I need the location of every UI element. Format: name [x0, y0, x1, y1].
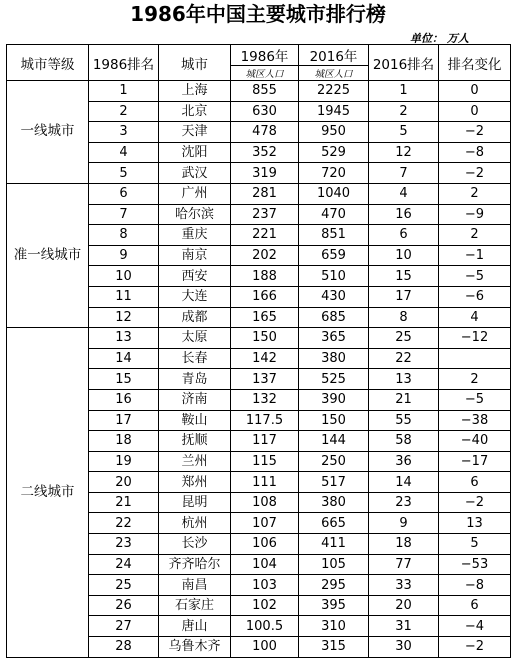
city-cell: 长春 [159, 348, 231, 369]
city-cell: 青岛 [159, 369, 231, 390]
rank-change-cell: 5 [439, 534, 511, 555]
header-pop-1986: 1986年 [231, 45, 299, 66]
rank-1986-cell: 20 [89, 472, 159, 493]
rank-2016-cell: 5 [369, 122, 439, 143]
tier-label: 一线城市 [7, 81, 89, 184]
city-cell: 昆明 [159, 492, 231, 513]
rank-1986-cell: 14 [89, 348, 159, 369]
rank-2016-cell: 33 [369, 575, 439, 596]
pop-2016-cell: 315 [299, 637, 369, 658]
pop-2016-cell: 659 [299, 245, 369, 266]
rank-2016-cell: 14 [369, 472, 439, 493]
header-sub-2016: 城区人口 [299, 66, 369, 81]
header-rank-change: 排名变化 [439, 45, 511, 81]
pop-1986-cell: 630 [231, 101, 299, 122]
rank-change-cell: −2 [439, 637, 511, 658]
rank-2016-cell: 15 [369, 266, 439, 287]
pop-2016-cell: 390 [299, 389, 369, 410]
pop-2016-cell: 380 [299, 348, 369, 369]
pop-1986-cell: 107 [231, 513, 299, 534]
city-cell: 北京 [159, 101, 231, 122]
pop-2016-cell: 150 [299, 410, 369, 431]
city-cell: 上海 [159, 81, 231, 102]
rank-1986-cell: 9 [89, 245, 159, 266]
city-cell: 成都 [159, 307, 231, 328]
rank-1986-cell: 3 [89, 122, 159, 143]
rank-change-cell: −4 [439, 616, 511, 637]
rank-2016-cell: 9 [369, 513, 439, 534]
rank-2016-cell: 2 [369, 101, 439, 122]
rank-change-cell: 0 [439, 81, 511, 102]
table-row [7, 328, 511, 349]
rank-change-cell: 2 [439, 369, 511, 390]
pop-1986-cell: 165 [231, 307, 299, 328]
pop-2016-cell: 1945 [299, 101, 369, 122]
city-cell: 南昌 [159, 575, 231, 596]
rank-1986-cell: 21 [89, 492, 159, 513]
rank-1986-cell: 13 [89, 328, 159, 349]
rank-1986-cell: 15 [89, 369, 159, 390]
city-cell: 抚顺 [159, 431, 231, 452]
pop-1986-cell: 478 [231, 122, 299, 143]
header-sub-1986: 城区人口 [231, 66, 299, 81]
rank-2016-cell: 12 [369, 142, 439, 163]
rank-change-cell: −1 [439, 245, 511, 266]
rank-1986-cell: 22 [89, 513, 159, 534]
pop-1986-cell: 103 [231, 575, 299, 596]
rank-2016-cell: 36 [369, 451, 439, 472]
city-cell: 石家庄 [159, 595, 231, 616]
pop-2016-cell: 665 [299, 513, 369, 534]
header-rank-2016: 2016排名 [369, 45, 439, 81]
rank-change-cell: −5 [439, 266, 511, 287]
rank-2016-cell: 4 [369, 183, 439, 204]
rank-1986-cell: 8 [89, 225, 159, 246]
city-ranking-table [6, 44, 511, 658]
table-body [7, 81, 511, 658]
pop-1986-cell: 150 [231, 328, 299, 349]
rank-2016-cell: 58 [369, 431, 439, 452]
rank-1986-cell: 26 [89, 595, 159, 616]
pop-2016-cell: 430 [299, 286, 369, 307]
pop-2016-cell: 685 [299, 307, 369, 328]
rank-2016-cell: 21 [369, 389, 439, 410]
pop-2016-cell: 720 [299, 163, 369, 184]
rank-change-cell: −9 [439, 204, 511, 225]
pop-2016-cell: 250 [299, 451, 369, 472]
city-cell: 鞍山 [159, 410, 231, 431]
rank-2016-cell: 18 [369, 534, 439, 555]
header-tier: 城市等级 [7, 45, 89, 81]
header-pop-2016: 2016年 [299, 45, 369, 66]
pop-2016-cell: 950 [299, 122, 369, 143]
city-cell: 哈尔滨 [159, 204, 231, 225]
pop-1986-cell: 221 [231, 225, 299, 246]
city-cell: 齐齐哈尔 [159, 554, 231, 575]
rank-change-cell: 4 [439, 307, 511, 328]
pop-1986-cell: 117 [231, 431, 299, 452]
rank-2016-cell: 20 [369, 595, 439, 616]
rank-change-cell: 2 [439, 183, 511, 204]
rank-2016-cell: 77 [369, 554, 439, 575]
city-cell: 西安 [159, 266, 231, 287]
rank-1986-cell: 18 [89, 431, 159, 452]
rank-change-cell: −8 [439, 142, 511, 163]
rank-change-cell: −8 [439, 575, 511, 596]
rank-2016-cell: 31 [369, 616, 439, 637]
rank-change-cell: −6 [439, 286, 511, 307]
pop-1986-cell: 117.5 [231, 410, 299, 431]
rank-1986-cell: 28 [89, 637, 159, 658]
rank-change-cell: 0 [439, 101, 511, 122]
rank-2016-cell: 10 [369, 245, 439, 266]
city-cell: 武汉 [159, 163, 231, 184]
rank-2016-cell: 25 [369, 328, 439, 349]
pop-2016-cell: 1040 [299, 183, 369, 204]
pop-2016-cell: 517 [299, 472, 369, 493]
pop-1986-cell: 115 [231, 451, 299, 472]
tier-label: 二线城市 [7, 328, 89, 658]
pop-2016-cell: 510 [299, 266, 369, 287]
rank-1986-cell: 12 [89, 307, 159, 328]
city-cell: 济南 [159, 389, 231, 410]
pop-2016-cell: 525 [299, 369, 369, 390]
rank-1986-cell: 6 [89, 183, 159, 204]
rank-1986-cell: 17 [89, 410, 159, 431]
pop-1986-cell: 352 [231, 142, 299, 163]
pop-1986-cell: 132 [231, 389, 299, 410]
pop-2016-cell: 380 [299, 492, 369, 513]
rank-1986-cell: 4 [89, 142, 159, 163]
rank-2016-cell: 8 [369, 307, 439, 328]
rank-1986-cell: 11 [89, 286, 159, 307]
city-cell: 兰州 [159, 451, 231, 472]
rank-1986-cell: 19 [89, 451, 159, 472]
pop-1986-cell: 106 [231, 534, 299, 555]
pop-2016-cell: 310 [299, 616, 369, 637]
rank-2016-cell: 23 [369, 492, 439, 513]
city-cell: 沈阳 [159, 142, 231, 163]
table-row [7, 81, 511, 102]
rank-change-cell: −17 [439, 451, 511, 472]
city-cell: 唐山 [159, 616, 231, 637]
city-cell: 太原 [159, 328, 231, 349]
rank-change-cell: −38 [439, 410, 511, 431]
rank-1986-cell: 10 [89, 266, 159, 287]
city-cell: 广州 [159, 183, 231, 204]
rank-2016-cell: 55 [369, 410, 439, 431]
rank-1986-cell: 5 [89, 163, 159, 184]
pop-1986-cell: 137 [231, 369, 299, 390]
pop-2016-cell: 365 [299, 328, 369, 349]
pop-2016-cell: 144 [299, 431, 369, 452]
rank-change-cell: −2 [439, 122, 511, 143]
rank-2016-cell: 13 [369, 369, 439, 390]
pop-2016-cell: 395 [299, 595, 369, 616]
city-cell: 乌鲁木齐 [159, 637, 231, 658]
rank-1986-cell: 24 [89, 554, 159, 575]
city-cell: 杭州 [159, 513, 231, 534]
pop-1986-cell: 104 [231, 554, 299, 575]
table-row [7, 183, 511, 204]
pop-1986-cell: 281 [231, 183, 299, 204]
rank-2016-cell: 22 [369, 348, 439, 369]
pop-1986-cell: 237 [231, 204, 299, 225]
rank-1986-cell: 25 [89, 575, 159, 596]
rank-change-cell: −12 [439, 328, 511, 349]
rank-2016-cell: 6 [369, 225, 439, 246]
pop-1986-cell: 102 [231, 595, 299, 616]
header-city: 城市 [159, 45, 231, 81]
rank-1986-cell: 16 [89, 389, 159, 410]
header-rank-1986: 1986排名 [89, 45, 159, 81]
tier-label: 准一线城市 [7, 183, 89, 327]
pop-1986-cell: 142 [231, 348, 299, 369]
rank-change-cell: −5 [439, 389, 511, 410]
pop-1986-cell: 111 [231, 472, 299, 493]
city-cell: 重庆 [159, 225, 231, 246]
rank-2016-cell: 7 [369, 163, 439, 184]
pop-1986-cell: 108 [231, 492, 299, 513]
pop-1986-cell: 202 [231, 245, 299, 266]
rank-change-cell: −53 [439, 554, 511, 575]
pop-1986-cell: 319 [231, 163, 299, 184]
rank-2016-cell: 17 [369, 286, 439, 307]
pop-2016-cell: 851 [299, 225, 369, 246]
rank-change-cell: −2 [439, 163, 511, 184]
rank-change-cell: −2 [439, 492, 511, 513]
rank-1986-cell: 27 [89, 616, 159, 637]
pop-2016-cell: 105 [299, 554, 369, 575]
city-cell: 天津 [159, 122, 231, 143]
rank-1986-cell: 7 [89, 204, 159, 225]
pop-2016-cell: 295 [299, 575, 369, 596]
pop-1986-cell: 100 [231, 637, 299, 658]
pop-1986-cell: 166 [231, 286, 299, 307]
rank-1986-cell: 2 [89, 101, 159, 122]
rank-1986-cell: 23 [89, 534, 159, 555]
pop-1986-cell: 100.5 [231, 616, 299, 637]
city-cell: 长沙 [159, 534, 231, 555]
page-title: 1986年中国主要城市排行榜 [130, 2, 386, 26]
pop-2016-cell: 529 [299, 142, 369, 163]
rank-1986-cell: 1 [89, 81, 159, 102]
pop-2016-cell: 411 [299, 534, 369, 555]
pop-1986-cell: 855 [231, 81, 299, 102]
unit-label: 单位： 万人 [410, 32, 469, 45]
pop-2016-cell: 470 [299, 204, 369, 225]
rank-change-cell: 2 [439, 225, 511, 246]
rank-change-cell [439, 348, 511, 369]
city-cell: 南京 [159, 245, 231, 266]
rank-change-cell: 6 [439, 595, 511, 616]
rank-2016-cell: 30 [369, 637, 439, 658]
pop-2016-cell: 2225 [299, 81, 369, 102]
rank-change-cell: −40 [439, 431, 511, 452]
rank-change-cell: 6 [439, 472, 511, 493]
rank-2016-cell: 16 [369, 204, 439, 225]
city-cell: 郑州 [159, 472, 231, 493]
rank-change-cell: 13 [439, 513, 511, 534]
pop-1986-cell: 188 [231, 266, 299, 287]
city-cell: 大连 [159, 286, 231, 307]
rank-2016-cell: 1 [369, 81, 439, 102]
